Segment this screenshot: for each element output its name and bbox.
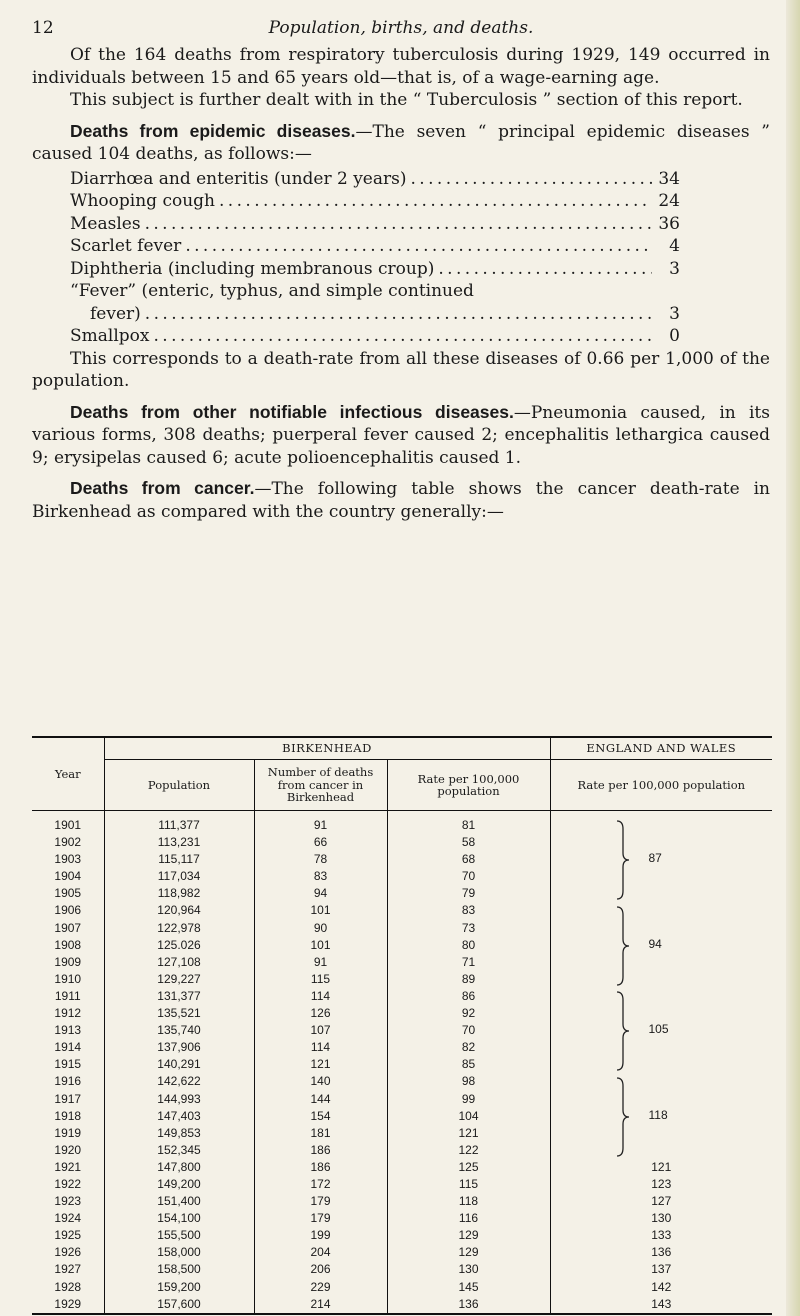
notifiable-heading: Deaths from other notifiable infectious diseases.	[70, 401, 514, 422]
cell-pop: 135,521	[104, 1005, 254, 1022]
cell-pop: 111,377	[104, 811, 254, 835]
cancer-paragraph	[32, 477, 770, 523]
list-item: Smallpox . . . 0	[70, 325, 680, 348]
cancer-text: —The following table shows the cancer death-rate in Birkenhead as compared with the country generally:—	[32, 479, 770, 522]
cell-rate: 89	[387, 971, 550, 988]
brace-icon	[611, 990, 641, 1072]
cell-rate: 136	[387, 1296, 550, 1314]
cell-rate: 122	[387, 1142, 550, 1159]
cell-deaths: 214	[254, 1296, 387, 1314]
death-rate-summary: This corresponds to a death-rate from all these diseases of 0.66 per 1,000 of the population.	[32, 348, 770, 391]
cell-rate: 85	[387, 1056, 550, 1073]
cell-year: 1903	[54, 852, 82, 867]
cell-pop: 140,291	[104, 1056, 254, 1073]
cell-rate: 58	[387, 834, 550, 851]
cell-year: 1916	[54, 1074, 82, 1089]
cell-year: 1924	[54, 1211, 82, 1226]
cell-year: 1922	[54, 1176, 82, 1191]
cell-year: 1909	[54, 954, 82, 969]
cell-rate: 98	[387, 1073, 550, 1090]
cell-rate: 81	[387, 811, 550, 835]
cell-ew: 137	[550, 1261, 772, 1278]
cell-pop: 125.026	[104, 937, 254, 954]
cell-pop: 127,108	[104, 954, 254, 971]
cell-rate: 83	[387, 902, 550, 919]
cancer-table	[32, 736, 772, 1315]
list-item: Measles . . . 36	[70, 213, 680, 236]
cell-deaths: 181	[254, 1125, 387, 1142]
cell-pop: 144,993	[104, 1091, 254, 1108]
page-edge	[786, 0, 800, 1316]
cell-rate: 130	[387, 1261, 550, 1278]
cell-deaths: 101	[254, 937, 387, 954]
page-title: Population, births, and deaths.	[268, 18, 534, 38]
cell-pop: 131,377	[104, 988, 254, 1005]
cell-rate: 92	[387, 1005, 550, 1022]
table-row	[32, 1261, 772, 1278]
table-row	[32, 902, 772, 919]
cell-rate: 80	[387, 937, 550, 954]
cell-deaths: 186	[254, 1159, 387, 1176]
brace-icon	[611, 905, 641, 987]
cell-year: 1921	[54, 1159, 82, 1174]
cell-deaths: 101	[254, 902, 387, 919]
cell-year: 1929	[32, 1296, 104, 1314]
cell-rate: 68	[387, 851, 550, 868]
cell-rate: 86	[387, 988, 550, 1005]
cell-rate: 70	[387, 1022, 550, 1039]
cell-year: 1918	[54, 1108, 82, 1123]
cell-year: 1911	[54, 988, 81, 1003]
cell-ew: 136	[550, 1244, 772, 1261]
cell-rate: 82	[387, 1039, 550, 1056]
cell-pop: 159,200	[104, 1279, 254, 1296]
cell-deaths: 140	[254, 1073, 387, 1090]
cell-year: 1927	[54, 1262, 82, 1277]
ew-group-value: 87	[648, 851, 662, 866]
cell-deaths: 206	[254, 1261, 387, 1278]
col-rate-header: Rate per 100,000 population	[387, 760, 550, 811]
cell-ew: 133	[550, 1227, 772, 1244]
col-ew-rate-header: Rate per 100,000 population	[550, 760, 772, 811]
cell-pop: 152,345	[104, 1142, 254, 1159]
cell-pop: 129,227	[104, 971, 254, 988]
cell-year: 1908	[54, 937, 82, 952]
cell-year: 1902	[54, 835, 82, 850]
cell-deaths: 229	[254, 1279, 387, 1296]
cell-rate: 104	[387, 1108, 550, 1125]
cell-year: 1914	[54, 1040, 82, 1055]
table-row	[32, 1176, 772, 1193]
cell-rate: 115	[387, 1176, 550, 1193]
cell-year: 1912	[54, 1006, 82, 1021]
ew-group-value: 94	[648, 936, 662, 951]
cell-year: 1928	[54, 1279, 82, 1294]
cell-deaths: 91	[254, 811, 387, 835]
cell-deaths: 114	[254, 1039, 387, 1056]
cell-pop: 155,500	[104, 1227, 254, 1244]
cell-deaths: 172	[254, 1176, 387, 1193]
cell-deaths: 121	[254, 1056, 387, 1073]
cell-rate: 125	[387, 1159, 550, 1176]
col-population-header: Population	[104, 760, 254, 811]
cell-year: 1915	[54, 1057, 82, 1072]
group-birkenhead-header: BIRKENHEAD	[104, 737, 550, 760]
cell-rate: 99	[387, 1091, 550, 1108]
cell-deaths: 94	[254, 885, 387, 902]
cell-deaths: 90	[254, 920, 387, 937]
cell-pop: 149,853	[104, 1125, 254, 1142]
table-row	[32, 1227, 772, 1244]
cell-ew: 143	[550, 1296, 772, 1314]
cancer-heading: Deaths from cancer.	[70, 478, 255, 498]
list-item: Whooping cough . . . 24	[70, 190, 680, 213]
cell-pop: 149,200	[104, 1176, 254, 1193]
cell-deaths: 66	[254, 834, 387, 851]
epidemic-heading: Deaths from epidemic diseases.	[70, 120, 356, 141]
cell-pop: 158,000	[104, 1244, 254, 1261]
cell-pop: 135,740	[104, 1022, 254, 1039]
cell-ew-group	[550, 902, 772, 987]
ew-group-value: 118	[648, 1107, 668, 1122]
col-year-header: Year	[32, 737, 104, 811]
cell-deaths: 126	[254, 1005, 387, 1022]
cell-pop: 117,034	[104, 868, 254, 885]
page-number: 12	[32, 18, 54, 38]
table-row	[32, 1159, 772, 1176]
epidemic-paragraph	[32, 120, 770, 166]
cell-year: 1923	[54, 1194, 82, 1209]
cell-deaths: 186	[254, 1142, 387, 1159]
cell-year: 1919	[54, 1125, 82, 1140]
cell-year: 1917	[54, 1091, 82, 1106]
cell-year: 1926	[54, 1245, 82, 1260]
cell-ew-group	[550, 988, 772, 1073]
cell-year: 1913	[54, 1023, 82, 1038]
table-row	[32, 988, 772, 1005]
table-row	[32, 1279, 772, 1296]
cell-pop: 115,117	[104, 851, 254, 868]
table-body	[32, 811, 772, 1314]
cell-deaths: 115	[254, 971, 387, 988]
ew-group-value: 105	[648, 1022, 669, 1037]
epidemic-text: —The seven “ principal epidemic diseases ” caused 104 deaths, as follows:—	[32, 121, 770, 164]
list-item-continuation: fever) . . . 3	[70, 303, 680, 326]
cell-deaths: 179	[254, 1210, 387, 1227]
cell-pop: 147,800	[104, 1159, 254, 1176]
notifiable-paragraph	[32, 401, 770, 470]
cell-year: 1925	[54, 1228, 82, 1243]
table-row	[32, 1073, 772, 1090]
cell-pop: 118,982	[104, 885, 254, 902]
cell-year: 1901	[54, 818, 82, 832]
table-row	[32, 1193, 772, 1210]
cell-deaths: 78	[254, 851, 387, 868]
cell-pop: 154,100	[104, 1210, 254, 1227]
cell-year: 1920	[54, 1142, 82, 1157]
cell-deaths: 179	[254, 1193, 387, 1210]
epidemic-list	[70, 168, 680, 348]
cell-pop: 158,500	[104, 1261, 254, 1278]
cell-deaths: 204	[254, 1244, 387, 1261]
cell-deaths: 144	[254, 1091, 387, 1108]
cell-pop: 157,600	[104, 1296, 254, 1314]
cell-rate: 129	[387, 1244, 550, 1261]
page-body	[32, 18, 770, 523]
cell-rate: 70	[387, 868, 550, 885]
cell-ew: 130	[550, 1210, 772, 1227]
cell-ew: 123	[550, 1176, 772, 1193]
cell-deaths: 199	[254, 1227, 387, 1244]
list-item: Diphtheria (including membranous croup) . . . 3	[70, 258, 680, 281]
running-header	[32, 18, 770, 44]
cell-ew: 121	[550, 1159, 772, 1176]
table-row	[32, 811, 772, 835]
list-item: “Fever” (enteric, typhus, and simple continued	[70, 281, 474, 301]
cell-deaths: 114	[254, 988, 387, 1005]
table-row	[32, 1296, 772, 1314]
cell-rate: 121	[387, 1125, 550, 1142]
cell-rate: 145	[387, 1279, 550, 1296]
cell-year: 1910	[54, 971, 82, 986]
cell-rate: 79	[387, 885, 550, 902]
cell-ew: 127	[550, 1193, 772, 1210]
cell-deaths: 107	[254, 1022, 387, 1039]
cell-deaths: 91	[254, 954, 387, 971]
cell-rate: 71	[387, 954, 550, 971]
group-ew-header: ENGLAND AND WALES	[550, 737, 772, 760]
table-row	[32, 1244, 772, 1261]
cell-ew: 142	[550, 1279, 772, 1296]
cell-year: 1907	[54, 920, 82, 935]
cell-pop: 120,964	[104, 902, 254, 919]
cell-rate: 129	[387, 1227, 550, 1244]
cell-year: 1904	[54, 869, 82, 884]
cell-year: 1906	[54, 903, 82, 918]
cell-pop: 142,622	[104, 1073, 254, 1090]
list-item: Scarlet fever . . . 4	[70, 235, 680, 258]
col-deaths-header: Number of deaths from cancer in Birkenhead	[254, 760, 387, 811]
cell-year: 1905	[54, 886, 82, 901]
cell-rate: 73	[387, 920, 550, 937]
tuberculosis-paragraph: Of the 164 deaths from respiratory tuberculosis during 1929, 149 occurred in individuals between 15 and 65 years old—that is, of a wage-earning age.	[32, 45, 770, 88]
cell-rate: 118	[387, 1193, 550, 1210]
brace-icon	[611, 819, 641, 901]
brace-icon	[611, 1076, 641, 1158]
cell-pop: 137,906	[104, 1039, 254, 1056]
cell-ew-group	[550, 811, 772, 903]
cell-ew-group	[550, 1073, 772, 1158]
cell-pop: 151,400	[104, 1193, 254, 1210]
tuberculosis-reference-paragraph: This subject is further dealt with in the “ Tuberculosis ” section of this report.	[70, 90, 743, 110]
list-item: Diarrhœa and enteritis (under 2 years) . . . 34	[70, 168, 680, 191]
table-row	[32, 1210, 772, 1227]
cell-pop: 113,231	[104, 834, 254, 851]
cell-rate: 116	[387, 1210, 550, 1227]
cell-deaths: 83	[254, 868, 387, 885]
notifiable-text: —Pneumonia caused, in its various forms, 308 deaths; puerperal fever caused 2; encephalitis lethargica caused 9; erysipelas caused 6; acute polioencephalitis caused 1.	[32, 402, 770, 468]
cell-pop: 122,978	[104, 920, 254, 937]
cell-pop: 147,403	[104, 1108, 254, 1125]
cell-deaths: 154	[254, 1108, 387, 1125]
